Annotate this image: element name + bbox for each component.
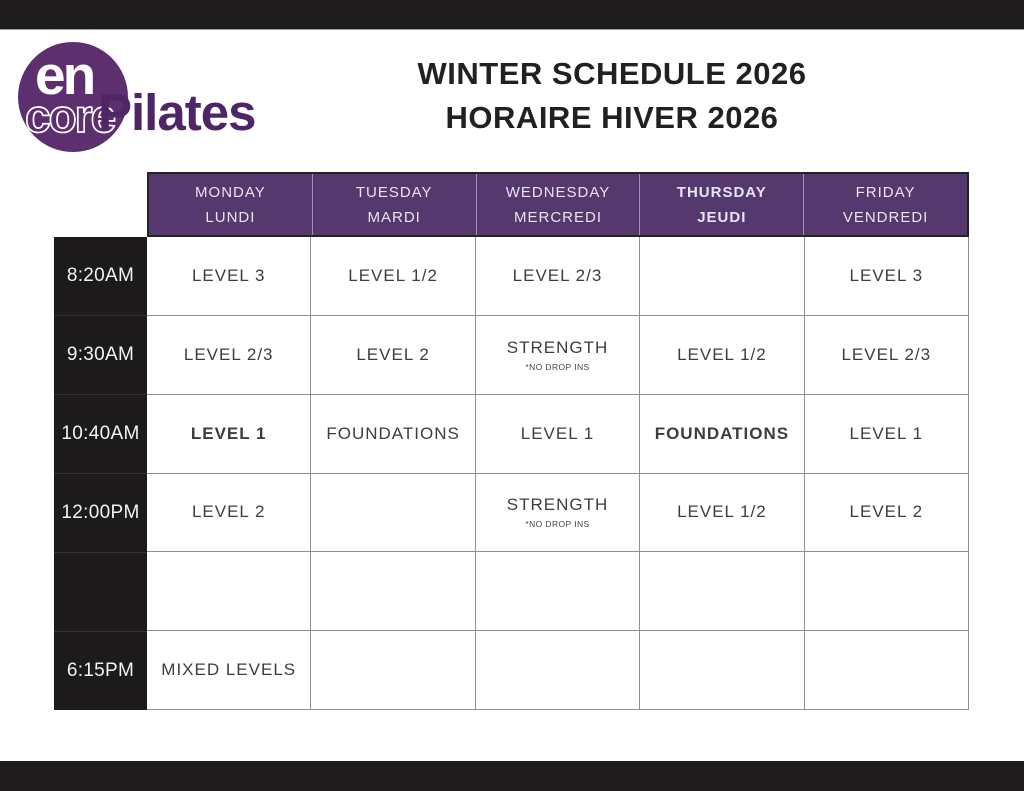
logo-text-core: core xyxy=(25,90,115,142)
class-cell xyxy=(147,631,311,710)
title-line-english: WINTER SCHEDULE 2026 xyxy=(417,56,807,91)
class-cell xyxy=(805,474,969,553)
day-name-french: JEUDI xyxy=(697,208,747,226)
class-cell xyxy=(640,237,804,316)
class-label: LEVEL 2/3 xyxy=(183,344,274,364)
class-note: *NO DROP INS xyxy=(525,519,590,530)
time-label xyxy=(54,553,147,632)
time-label: 12:00PM xyxy=(54,474,147,553)
class-cell xyxy=(805,631,969,710)
day-name-english: TUESDAY xyxy=(355,183,433,201)
bottom-border-bar xyxy=(0,761,1024,791)
class-cell xyxy=(476,395,640,474)
class-label: LEVEL 1/2 xyxy=(677,344,767,364)
day-name-english: MONDAY xyxy=(195,183,266,201)
class-label: LEVEL 1 xyxy=(190,423,267,443)
class-cell xyxy=(311,316,475,395)
day-header-row xyxy=(147,172,969,237)
class-label: LEVEL 1 xyxy=(520,423,595,443)
class-label: LEVEL 1/2 xyxy=(677,502,767,522)
day-name-french: MERCREDI xyxy=(513,208,602,226)
class-label: LEVEL 3 xyxy=(849,265,924,285)
day-header-wednesday xyxy=(477,174,641,235)
class-label: LEVEL 2/3 xyxy=(512,265,603,285)
time-label: 6:15PM xyxy=(66,660,135,681)
day-header-monday xyxy=(149,174,313,235)
class-cell xyxy=(805,316,969,395)
class-label: LEVEL 3 xyxy=(191,265,266,285)
class-cell xyxy=(147,316,311,395)
class-cell xyxy=(147,395,311,474)
class-label: LEVEL 1 xyxy=(849,423,924,443)
class-cell xyxy=(805,237,969,316)
class-cell xyxy=(311,552,475,631)
class-cell xyxy=(805,395,969,474)
schedule-grid xyxy=(147,237,969,710)
class-cell xyxy=(476,316,640,395)
time-column xyxy=(54,237,147,710)
class-cell xyxy=(805,552,969,631)
class-cell xyxy=(640,395,804,474)
class-cell xyxy=(476,631,640,710)
class-label: STRENGTH xyxy=(506,337,609,357)
class-label: MIXED LEVELS xyxy=(161,660,297,680)
class-cell xyxy=(147,237,311,316)
logo-wordmark: Pilates xyxy=(98,84,256,141)
class-label: STRENGTH xyxy=(506,495,609,515)
logo-text-en: en xyxy=(35,44,94,106)
class-cell xyxy=(311,237,475,316)
time-label: 8:20AM xyxy=(54,237,147,316)
day-name-french: MARDI xyxy=(367,208,421,226)
class-note: *NO DROP INS xyxy=(525,361,590,372)
day-header-thursday xyxy=(640,174,804,235)
class-label: FOUNDATIONS xyxy=(326,423,460,443)
time-label: 9:30AM xyxy=(54,316,147,395)
day-name-french: VENDREDI xyxy=(842,208,929,226)
class-cell xyxy=(311,395,475,474)
time-label: 10:40AM xyxy=(54,395,147,474)
day-name-english: FRIDAY xyxy=(855,183,916,201)
class-cell xyxy=(640,474,804,553)
class-cell xyxy=(147,474,311,553)
day-header-friday xyxy=(804,174,967,235)
class-cell xyxy=(311,474,475,553)
class-cell xyxy=(476,474,640,553)
class-label: LEVEL 2 xyxy=(356,344,430,364)
class-label: LEVEL 2/3 xyxy=(841,344,932,364)
class-label: LEVEL 2 xyxy=(849,502,924,522)
class-cell xyxy=(311,631,475,710)
class-label: LEVEL 2 xyxy=(191,502,266,522)
page-title xyxy=(312,52,912,140)
class-cell xyxy=(476,237,640,316)
brand-logo xyxy=(18,40,318,155)
class-cell xyxy=(147,552,311,631)
class-cell xyxy=(640,316,804,395)
title-line-french: HORAIRE HIVER 2026 xyxy=(445,100,779,135)
day-header-tuesday xyxy=(313,174,477,235)
class-cell xyxy=(476,552,640,631)
class-cell xyxy=(640,631,804,710)
class-label: FOUNDATIONS xyxy=(654,423,790,443)
day-name-french: LUNDI xyxy=(205,208,256,226)
class-label: LEVEL 1/2 xyxy=(348,265,438,285)
day-name-english: WEDNESDAY xyxy=(505,183,611,201)
day-name-english: THURSDAY xyxy=(676,183,767,201)
top-border-bar xyxy=(0,0,1024,30)
class-cell xyxy=(640,552,804,631)
